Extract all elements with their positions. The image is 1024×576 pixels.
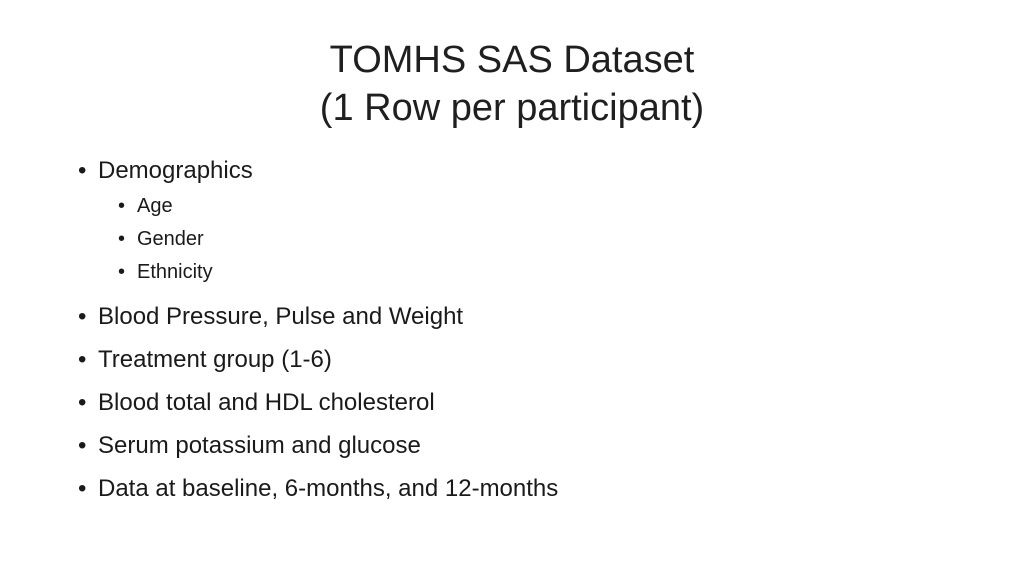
bullet-text: Blood Pressure, Pulse and Weight bbox=[98, 303, 464, 330]
sub-bullet-text: Gender bbox=[137, 228, 204, 250]
title-line-1: TOMHS SAS Dataset bbox=[329, 39, 695, 81]
bullet-serum bbox=[76, 431, 976, 461]
bullet-text: Data at baseline, 6-months, and 12-months bbox=[98, 475, 559, 502]
bullet-text: Blood total and HDL cholesterol bbox=[98, 389, 435, 416]
bullet-text: Demographics bbox=[98, 157, 253, 184]
bullet-data-timepoints bbox=[76, 474, 976, 504]
bullet-demographics bbox=[76, 156, 976, 289]
sub-bullet-ethnicity bbox=[116, 256, 976, 289]
sub-bullet-age bbox=[116, 190, 976, 223]
bullet-text: Treatment group (1-6) bbox=[98, 346, 332, 373]
title-line-2: (1 Row per participant) bbox=[319, 87, 705, 129]
sub-bullet-text: Ethnicity bbox=[137, 261, 213, 283]
bullet-blood-pressure bbox=[76, 302, 976, 332]
sub-bullet-text: Age bbox=[137, 195, 173, 217]
sub-bullet-list bbox=[98, 190, 976, 289]
sub-bullet-gender bbox=[116, 223, 976, 256]
bullet-list bbox=[76, 156, 976, 517]
bullet-cholesterol bbox=[76, 388, 976, 418]
slide-title bbox=[0, 36, 1024, 132]
bullet-text: Serum potassium and glucose bbox=[98, 432, 421, 459]
bullet-treatment-group bbox=[76, 345, 976, 375]
